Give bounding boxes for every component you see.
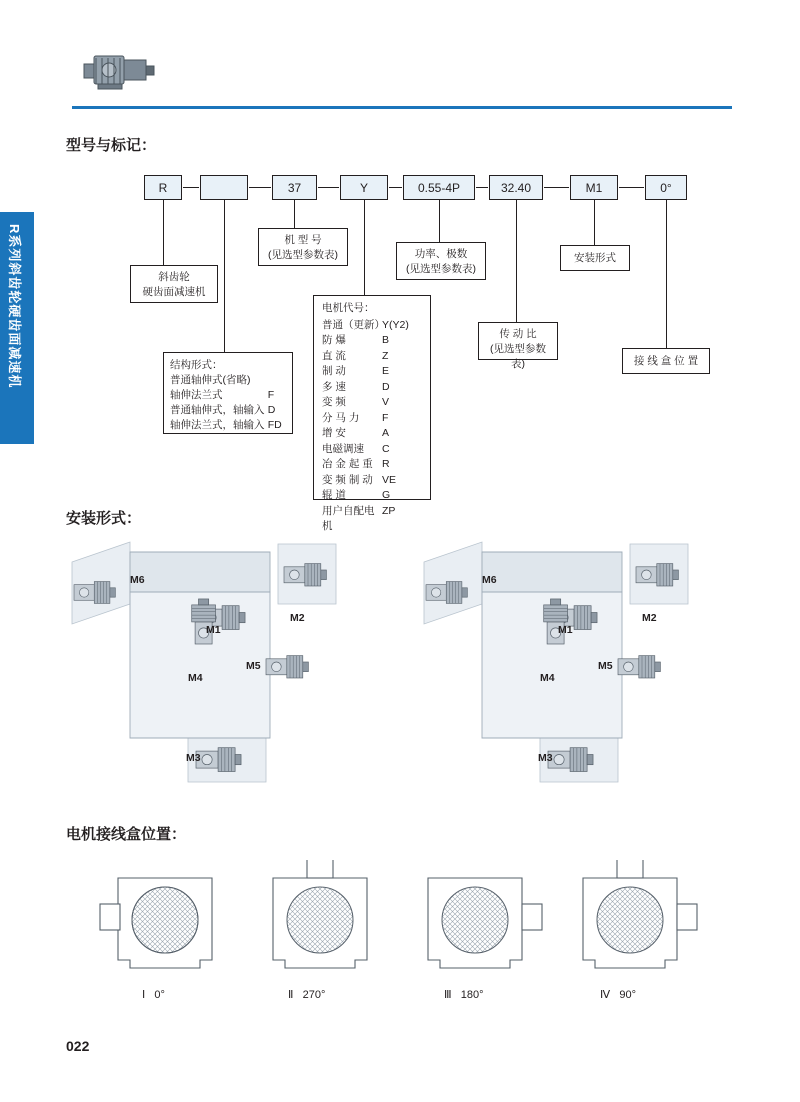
code-separator: [476, 187, 488, 188]
callout-machine-type: 机 型 号 (见选型参数表): [258, 228, 348, 266]
mounting-label-m5: M5: [246, 660, 261, 672]
code-box-series: R: [144, 175, 182, 200]
callout-motor-codes: [313, 295, 431, 532]
motor-code-row: 变 频 V: [322, 396, 390, 408]
leader-line: [224, 200, 225, 352]
motor-code-row: 用户自配电机 ZP: [322, 504, 396, 532]
code-box-machine-type: 37: [272, 175, 317, 200]
terminal-numeral: Ⅰ: [142, 989, 146, 1001]
section-title-model-marking: 型号与标记：: [66, 137, 157, 154]
mounting-label-m4: M4: [188, 672, 203, 684]
terminal-angle: 0°: [154, 989, 165, 1001]
code-box-motor-code: Y: [340, 175, 388, 200]
code-separator: [389, 187, 402, 188]
structure-title: 结构形式：: [170, 359, 223, 371]
code-separator: [544, 187, 569, 188]
mounting-diagrams: [60, 532, 750, 802]
callout-power-poles: 功率、极数 (见选型参数表): [396, 242, 486, 280]
motor-code-row: 增 安 A: [322, 427, 390, 439]
terminal-angle: 90°: [619, 989, 636, 1001]
mounting-label-m3: M3: [538, 752, 553, 764]
section-title-terminal: 电机接线盒位置：: [66, 826, 187, 843]
leader-line: [163, 200, 164, 265]
motor-code-row: 分 马 力 F: [322, 411, 389, 424]
gearmotor-logo-icon: [80, 42, 160, 98]
mounting-label-m4: M4: [540, 672, 555, 684]
mounting-label-m2: M2: [642, 612, 657, 624]
structure-row: 普通轴伸式(省略): [170, 374, 251, 386]
section-title-mounting: 安装形式：: [66, 510, 142, 527]
motor-code-row: 电磁调速 C: [322, 442, 390, 455]
callout-mounting-form: 安装形式: [560, 245, 630, 271]
terminal-numeral: Ⅱ: [288, 989, 294, 1001]
leader-line: [594, 200, 595, 245]
leader-line: [666, 200, 667, 348]
mounting-label-m5: M5: [598, 660, 613, 672]
code-box-mounting: M1: [570, 175, 618, 200]
header-divider: [72, 106, 732, 109]
callout-ratio: 传 动 比 (见选型参数表): [478, 322, 558, 360]
motor-code-row: 普通（更新） Y(Y2): [322, 318, 409, 331]
motor-codes-title: 电机代号：: [322, 302, 375, 314]
side-tab: [0, 212, 34, 444]
code-separator: [249, 187, 271, 188]
mounting-label-m6: M6: [130, 574, 145, 586]
motor-code-row: 变 频 制 动 VE: [322, 473, 397, 486]
callout-terminal-position: 接 线 盒 位 置: [622, 348, 710, 374]
code-separator: [183, 187, 199, 188]
terminal-caption-2: [288, 988, 325, 1001]
code-box-ratio: 32.40: [489, 175, 543, 200]
terminal-angle: 270°: [302, 989, 326, 1001]
terminal-caption-4: [600, 988, 636, 1001]
mounting-label-m3: M3: [186, 752, 201, 764]
motor-code-row: 防 爆 B: [322, 334, 390, 346]
terminal-angle: 180°: [460, 989, 484, 1001]
terminal-numeral: Ⅲ: [444, 989, 452, 1001]
mounting-label-m6: M6: [482, 574, 497, 586]
leader-line: [439, 200, 440, 242]
structure-row: 轴伸法兰式 F: [170, 389, 275, 401]
motor-code-row: 冶 金 起 重 R: [322, 458, 390, 470]
callout-structure-form: [163, 352, 293, 434]
terminal-caption-3: [444, 988, 484, 1001]
page-number: 022: [66, 1038, 90, 1054]
terminal-numeral: Ⅳ: [600, 989, 611, 1001]
mounting-label-m1: M1: [558, 624, 573, 636]
motor-code-row: 多 速 D: [322, 380, 390, 393]
mounting-label-m2: M2: [290, 612, 305, 624]
motor-code-row: 辊 道 G: [322, 489, 391, 501]
code-separator: [318, 187, 339, 188]
terminal-box-svg: [90, 860, 730, 990]
terminal-caption-1: [142, 988, 165, 1001]
mounting-diagram-svg: [60, 532, 750, 802]
code-box-terminal-position: 0°: [645, 175, 687, 200]
mounting-label-m1: M1: [206, 624, 221, 636]
code-separator: [619, 187, 644, 188]
code-box-structure: [200, 175, 248, 200]
code-box-power-poles: 0.55-4P: [403, 175, 475, 200]
leader-line: [294, 200, 295, 228]
callout-series: 斜齿轮 硬齿面减速机: [130, 265, 218, 303]
motor-code-row: 制 动 E: [322, 365, 390, 377]
leader-line: [364, 200, 365, 295]
structure-row: 轴伸法兰式，轴输入 FD: [170, 419, 282, 431]
structure-row: 普通轴伸式，轴输入 D: [170, 404, 276, 416]
side-tab-label: R系列斜齿轮硬齿面减速机: [7, 224, 22, 389]
leader-line: [516, 200, 517, 322]
motor-code-row: 直 流 Z: [322, 349, 389, 362]
